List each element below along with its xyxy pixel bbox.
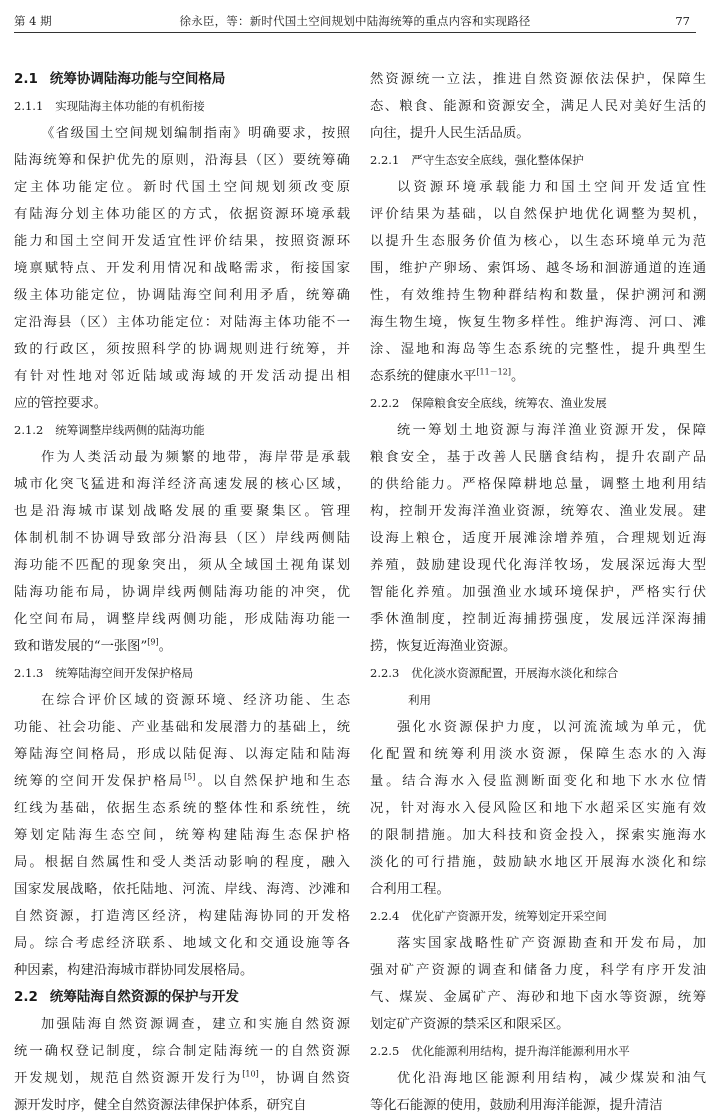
text-line: 统一确权登记制度，综合制定陆海统一的自然资源 — [14, 1044, 350, 1059]
text-line: 致的行政区，须按照科学的协调规则进行统筹，并 — [14, 342, 350, 357]
page-number: 77 — [675, 14, 690, 28]
right-column — [370, 66, 706, 1119]
subsection-number: 2.1.2 — [14, 423, 44, 437]
subsection-number: 2.2.1 — [370, 153, 400, 167]
text-line: 围，维护产卵场、索饵场、越冬场和洄游通道的连通 — [370, 261, 706, 276]
text-line: 以资源环境承载能力和国土空间开发适宜性 — [397, 180, 706, 195]
text-line: 等化石能源的使用，鼓励利用海洋能源，提升清洁 — [370, 1098, 663, 1113]
text-line: 作为人类活动最为频繁的地带，海岸带是承载 — [41, 450, 350, 465]
subsection-title: 优化能源利用结构，提升海洋能源利用水平 — [411, 1044, 630, 1058]
text-line: 局。综合考虑经济联系、地域文化和交通设施等各 — [14, 936, 350, 951]
section-heading — [14, 66, 350, 93]
subsection-title: 统筹调整岸线两侧的陆海功能 — [55, 423, 205, 437]
text-line: 种因素，构建沿海城市群协同发展格局。 — [14, 963, 254, 978]
text-line: 红线为基础，依据生态系统的整体性和系统性，统 — [14, 801, 350, 816]
subsection-number: 2.2.5 — [370, 1044, 400, 1058]
text-line: 城市化突飞猛进和海洋经济高速发展的核心区域， — [14, 477, 350, 492]
text-line: 粮食安全，基于改善人民膳食结构，提升农副产品 — [370, 450, 706, 465]
citation-ref: [11－12] — [476, 367, 511, 377]
text-line: 体制机制不协调导致部分沿海县（区）岸线两侧陆 — [14, 531, 350, 546]
subsection-heading — [370, 660, 706, 714]
subsection-title: 严守生态安全底线，强化整体保护 — [411, 153, 584, 167]
text-line: 有陆海分划主体功能区的方式，依据资源环境承载 — [14, 207, 350, 222]
subsection-title: 实现陆海主体功能的有机衔接 — [55, 99, 205, 113]
subsection-heading — [370, 147, 706, 174]
subsection-heading — [14, 660, 350, 687]
text-line: 性，有效维持生物种群结构和数量，保护溯河和溯 — [370, 288, 706, 303]
text-line: 也是沿海城市谋划战略发展的重要聚集区。管理 — [14, 504, 350, 519]
text-line: 统筹的空间开发保护格局[5]。以自然保护地和生态 — [14, 772, 350, 789]
text-line: 设海上粮仓，适度开展滩涂增养殖，合理规划近海 — [370, 531, 706, 546]
text-line: 然资源统一立法，推进自然资源依法保护，保障生 — [370, 72, 706, 87]
text-line: 况，针对海水入侵风险区和地下水超采区实施有效 — [370, 801, 706, 816]
text-line: 以提升生态服务价值为核心，以生态环境单元为范 — [370, 234, 706, 249]
text-line: 《省级国土空间规划编制指南》明确要求，按照 — [41, 126, 350, 141]
text-line: 筹陆海空间格局，形成以陆促海、以海定陆和陆海 — [14, 747, 350, 762]
text-line: 国家发展战略，依托陆地、河流、岸线、海湾、沙滩和 — [14, 882, 350, 897]
subsection-heading — [14, 93, 350, 120]
paragraph — [370, 174, 706, 390]
text-line: 化配置和统筹利用淡水资源，保障生态水的入海 — [370, 747, 706, 762]
text-line: 海生物生境，恢复生物多样性。维护海湾、河口、滩 — [370, 315, 706, 330]
text-line: 源开发时序，健全自然资源法律保护体系，研究自 — [14, 1098, 307, 1113]
text-line: 的限制措施。加大科技和资金投入，探索实施海水 — [370, 828, 706, 843]
text-line: 智能化养殖。加强渔业水域环境保护，严格实行伏 — [370, 585, 706, 600]
text-line: 涂、湿地和海岛等生态系统的完整性，提升典型生 — [370, 342, 706, 357]
text-line: 强对矿产资源的调查和储备力度，科学有序开发油 — [370, 963, 706, 978]
issue-label: 第 4 期 — [14, 14, 52, 28]
subsection-title: 优化淡水资源配置，开展海水淡化和综合 — [411, 666, 619, 680]
paragraph — [370, 1065, 706, 1119]
citation-ref: [9] — [147, 637, 159, 647]
citation-ref: [10] — [242, 1069, 259, 1079]
text-line: 应的管控要求。 — [14, 396, 108, 411]
text-line: 统一筹划土地资源与海洋渔业资源开发，保障 — [397, 423, 706, 438]
text-line: 级主体功能定位，协调陆海空间利用矛盾，统筹确 — [14, 288, 350, 303]
text-line: 强化水资源保护力度，以河流流域为单元，优 — [397, 720, 706, 735]
text-line: 优化沿海地区能源利用结构，减少煤炭和油气 — [397, 1071, 706, 1086]
subsection-number: 2.1.1 — [14, 99, 44, 113]
text-line: 定主体功能定位。新时代国土空间规划须改变原 — [14, 180, 350, 195]
subsection-heading — [370, 903, 706, 930]
text-line: 陆海功能布局，协调岸线两侧陆海功能的冲突，优 — [14, 585, 350, 600]
subsection-heading — [14, 417, 350, 444]
section-title: 统筹协调陆海功能与空间格局 — [49, 71, 226, 87]
left-column — [14, 66, 350, 1119]
subsection-title: 统筹陆海空间开发保护格局 — [55, 666, 194, 680]
subsection-title: 保障粮食安全底线，统筹农、渔业发展 — [411, 396, 607, 410]
text-line: 有针对性地对邻近陆域或海域的开发活动提出相 — [14, 369, 350, 384]
text-line: 境禀赋特点、开发利用情况和战略需求，衔接国家 — [14, 261, 350, 276]
paragraph — [370, 714, 706, 903]
text-line: 气、煤炭、金属矿产、海砂和地下卤水等资源，统筹 — [370, 990, 706, 1005]
text-line: 在综合评价区域的资源环境、经济功能、生态 — [41, 693, 350, 708]
paragraph — [370, 930, 706, 1038]
text-line: 量。结合海水入侵监测断面变化和地下水水位情 — [370, 774, 706, 789]
paragraph — [370, 417, 706, 660]
text-line: 局。根据自然属性和受人类活动影响的程度，融入 — [14, 855, 350, 870]
text-line: 捞，恢复近海渔业资源。 — [370, 639, 517, 654]
section-title: 统筹陆海自然资源的保护与开发 — [49, 989, 239, 1005]
section-number: 2.1 — [14, 71, 38, 87]
text-line: 构，控制开发海洋渔业资源，统筹农、渔业发展。建 — [370, 504, 706, 519]
text-line: 态系统的健康水平[11－12]。 — [370, 367, 525, 384]
text-line: 划定矿产资源的禁采区和限采区。 — [370, 1017, 570, 1032]
text-line: 的供给能力。严格保障耕地总量，调整土地利用结 — [370, 477, 706, 492]
paragraph — [14, 444, 350, 660]
paragraph — [370, 66, 706, 147]
text-line: 致和谐发展的“一张图”[9]。 — [14, 637, 172, 654]
text-line: 能力和国土空间开发适宜性评价结果，按照资源环 — [14, 234, 350, 249]
paragraph — [14, 687, 350, 984]
text-line: 合利用工程。 — [370, 882, 450, 897]
section-heading — [14, 984, 350, 1011]
subsection-title: 优化矿产资源开发，统筹划定开采空间 — [411, 909, 607, 923]
text-line: 向往，提升人民生活品质。 — [370, 126, 530, 141]
section-number: 2.2 — [14, 989, 38, 1005]
subsection-heading — [370, 390, 706, 417]
text-line: 陆海统筹和保护优先的原则，沿海县（区）要统筹确 — [14, 153, 350, 168]
running-title: 徐永臣，等：新时代国土空间规划中陆海统筹的重点内容和实现路径 — [179, 14, 531, 28]
paragraph — [14, 120, 350, 417]
subsection-number: 2.2.2 — [370, 396, 400, 410]
subsection-number: 2.2.3 — [370, 666, 400, 680]
text-line: 落实国家战略性矿产资源勘查和开发布局，加 — [397, 936, 706, 951]
subsection-title-cont: 利用 — [408, 693, 431, 707]
text-line: 淡化的可行措施，鼓励缺水地区开展海水淡化和综 — [370, 855, 706, 870]
subsection-heading — [370, 1038, 706, 1065]
citation-ref: [5] — [184, 772, 196, 782]
text-line: 养殖，鼓励建设现代化海洋牧场，发展深远海大型 — [370, 558, 706, 573]
running-header — [14, 10, 696, 33]
text-line: 加强陆海自然资源调查，建立和实施自然资源 — [41, 1017, 350, 1032]
text-line: 化空间布局，调整岸线两侧功能，形成陆海功能一 — [14, 612, 350, 627]
text-line: 定沿海县（区）主体功能定位：对陆海主体功能不一 — [14, 315, 350, 330]
text-line: 季休渔制度，控制近海捕捞强度，发展远洋深海捕 — [370, 612, 706, 627]
subsection-number: 2.2.4 — [370, 909, 400, 923]
text-line: 功能、社会功能、产业基础和发展潜力的基础上，统 — [14, 720, 350, 735]
text-line: 开发规划，规范自然资源开发行为[10]，协调自然资 — [14, 1069, 350, 1086]
text-line: 态、粮食、能源和资源安全，满足人民对美好生活的 — [370, 99, 706, 114]
text-line: 海功能不匹配的现象突出，须从全域国土视角谋划 — [14, 558, 350, 573]
subsection-number: 2.1.3 — [14, 666, 44, 680]
text-line: 筹划定陆海生态空间，统筹构建陆海生态保护格 — [14, 828, 350, 843]
paragraph — [14, 1011, 350, 1119]
text-line: 评价结果为基础，以自然保护地优化调整为契机， — [370, 207, 706, 222]
text-line: 自然资源，打造湾区经济，构建陆海协同的开发格 — [14, 909, 350, 924]
